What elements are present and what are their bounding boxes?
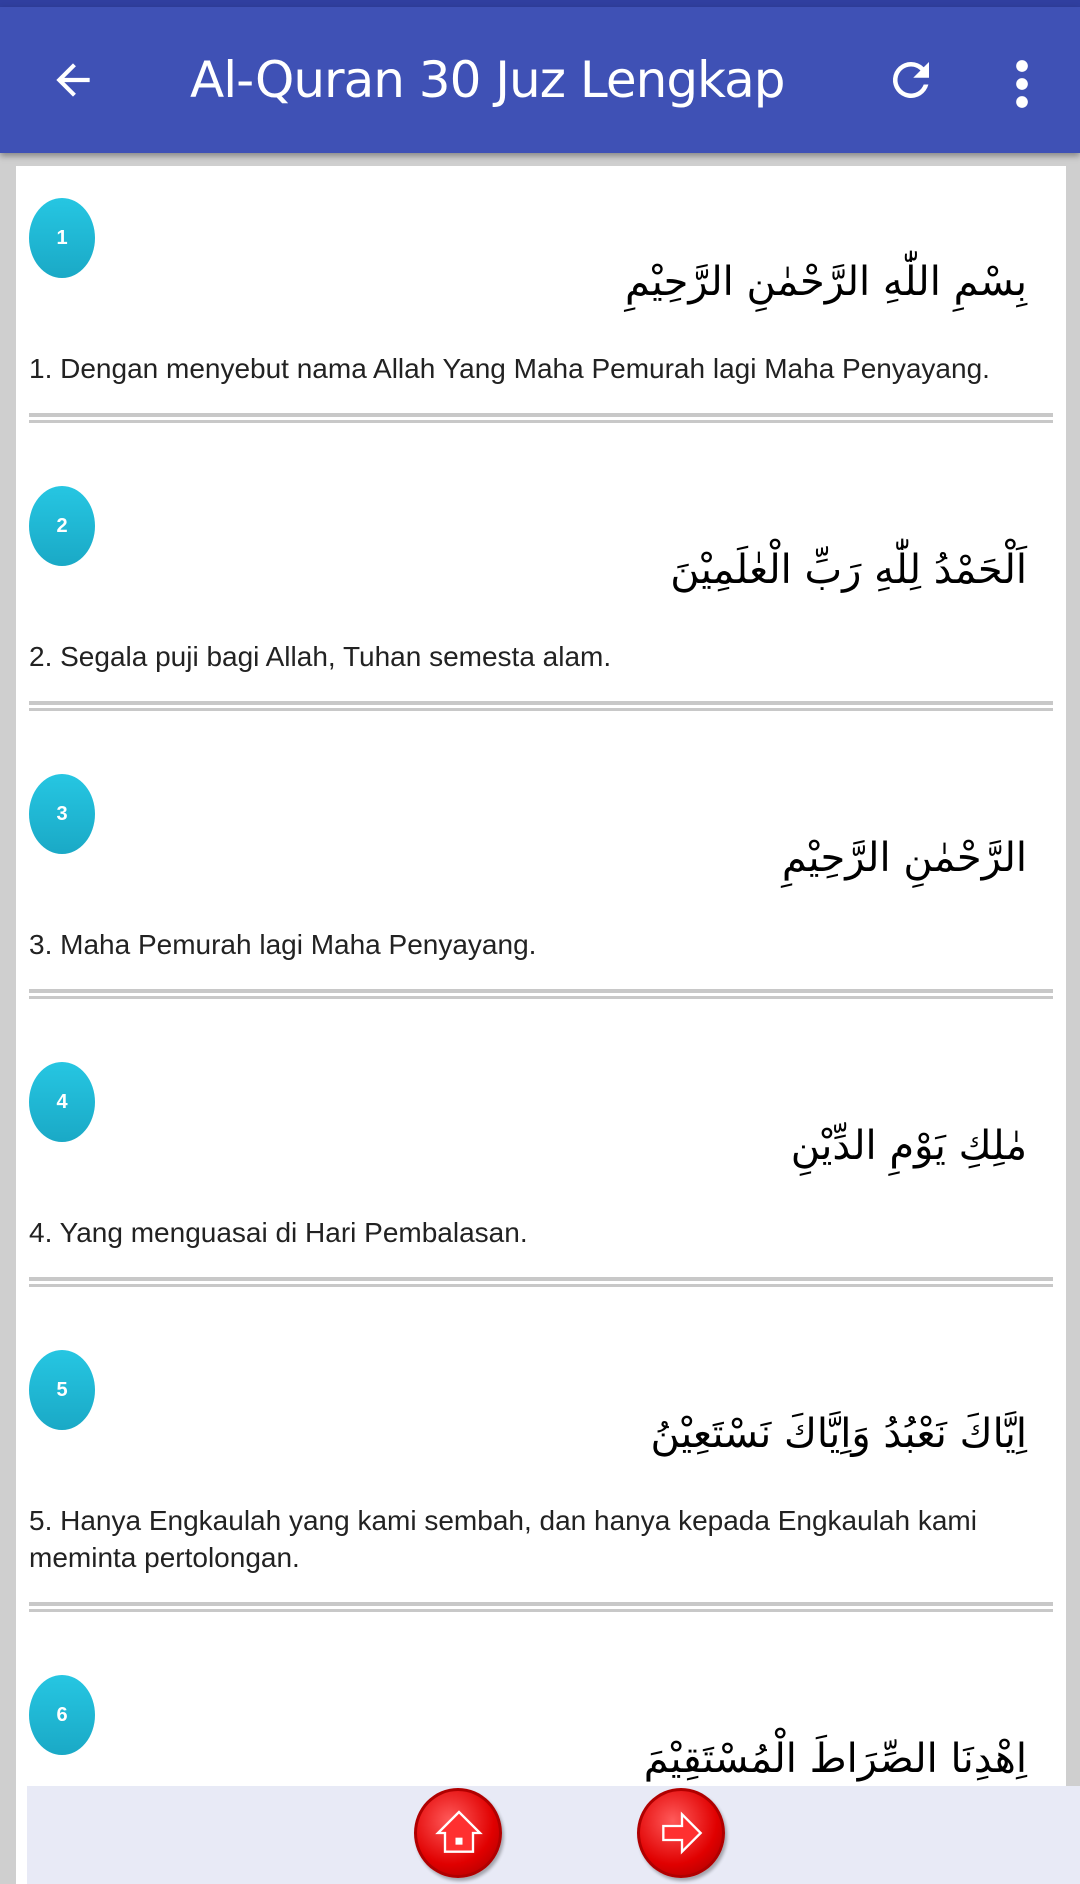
- refresh-icon[interactable]: [884, 53, 938, 107]
- divider: [29, 1277, 1053, 1287]
- divider: [29, 413, 1053, 423]
- translation-text: 2. Segala puji bagi Allah, Tuhan semesta alam.: [29, 641, 612, 672]
- next-button[interactable]: [637, 1788, 725, 1878]
- arabic-text: مٰلِكِ يَوْمِ الدِّيْنِ: [790, 1123, 1027, 1169]
- verse-number-badge: 3: [29, 774, 95, 854]
- home-icon: [431, 1805, 487, 1861]
- divider: [29, 989, 1053, 999]
- verse-item: [16, 742, 1066, 999]
- verse-item: [16, 166, 1066, 423]
- back-arrow-icon[interactable]: [48, 55, 98, 105]
- verse-number-badge: 2: [29, 486, 95, 566]
- divider: [29, 701, 1053, 711]
- page-title: Al-Quran 30 Juz Lengkap: [190, 51, 785, 109]
- verse-item: [16, 1643, 1066, 1789]
- translation-text: 1. Dengan menyebut nama Allah Yang Maha Pemurah lagi Maha Penyayang.: [29, 353, 990, 384]
- arabic-text: اِهْدِنَا الصِّرَاطَ الْمُسْتَقِيْمَ: [643, 1736, 1027, 1782]
- status-bar: [0, 0, 1080, 7]
- app-toolbar: [0, 7, 1080, 153]
- verse-number-badge: 5: [29, 1350, 95, 1430]
- verse-list[interactable]: [16, 166, 1066, 1884]
- arabic-text: بِسْمِ اللّٰهِ الرَّحْمٰنِ الرَّحِيْمِ: [624, 259, 1027, 305]
- more-options-icon[interactable]: [1006, 57, 1038, 111]
- verse-item: [16, 1318, 1066, 1612]
- verse-item: [16, 1030, 1066, 1287]
- verse-item: [16, 454, 1066, 711]
- verse-number-badge: 1: [29, 198, 95, 278]
- bottom-navigation-bar: [27, 1786, 1080, 1884]
- translation-text: 4. Yang menguasai di Hari Pembalasan.: [29, 1217, 528, 1248]
- verse-number-badge: 4: [29, 1062, 95, 1142]
- home-button[interactable]: [414, 1788, 502, 1878]
- arabic-text: الرَّحْمٰنِ الرَّحِيْمِ: [781, 835, 1027, 881]
- verse-number-badge: 6: [29, 1675, 95, 1755]
- arabic-text: اِيَّاكَ نَعْبُدُ وَاِيَّاكَ نَسْتَعِيْنُ: [650, 1411, 1027, 1457]
- divider: [29, 1602, 1053, 1612]
- arrow-right-icon: [654, 1805, 710, 1861]
- translation-text: 3. Maha Pemurah lagi Maha Penyayang.: [29, 929, 537, 960]
- translation-text: 5. Hanya Engkaulah yang kami sembah, dan hanya kepada Engkaulah kami meminta pertolongan.: [29, 1505, 977, 1573]
- arabic-text: اَلْحَمْدُ لِلّٰهِ رَبِّ الْعٰلَمِيْنَ: [670, 547, 1027, 593]
